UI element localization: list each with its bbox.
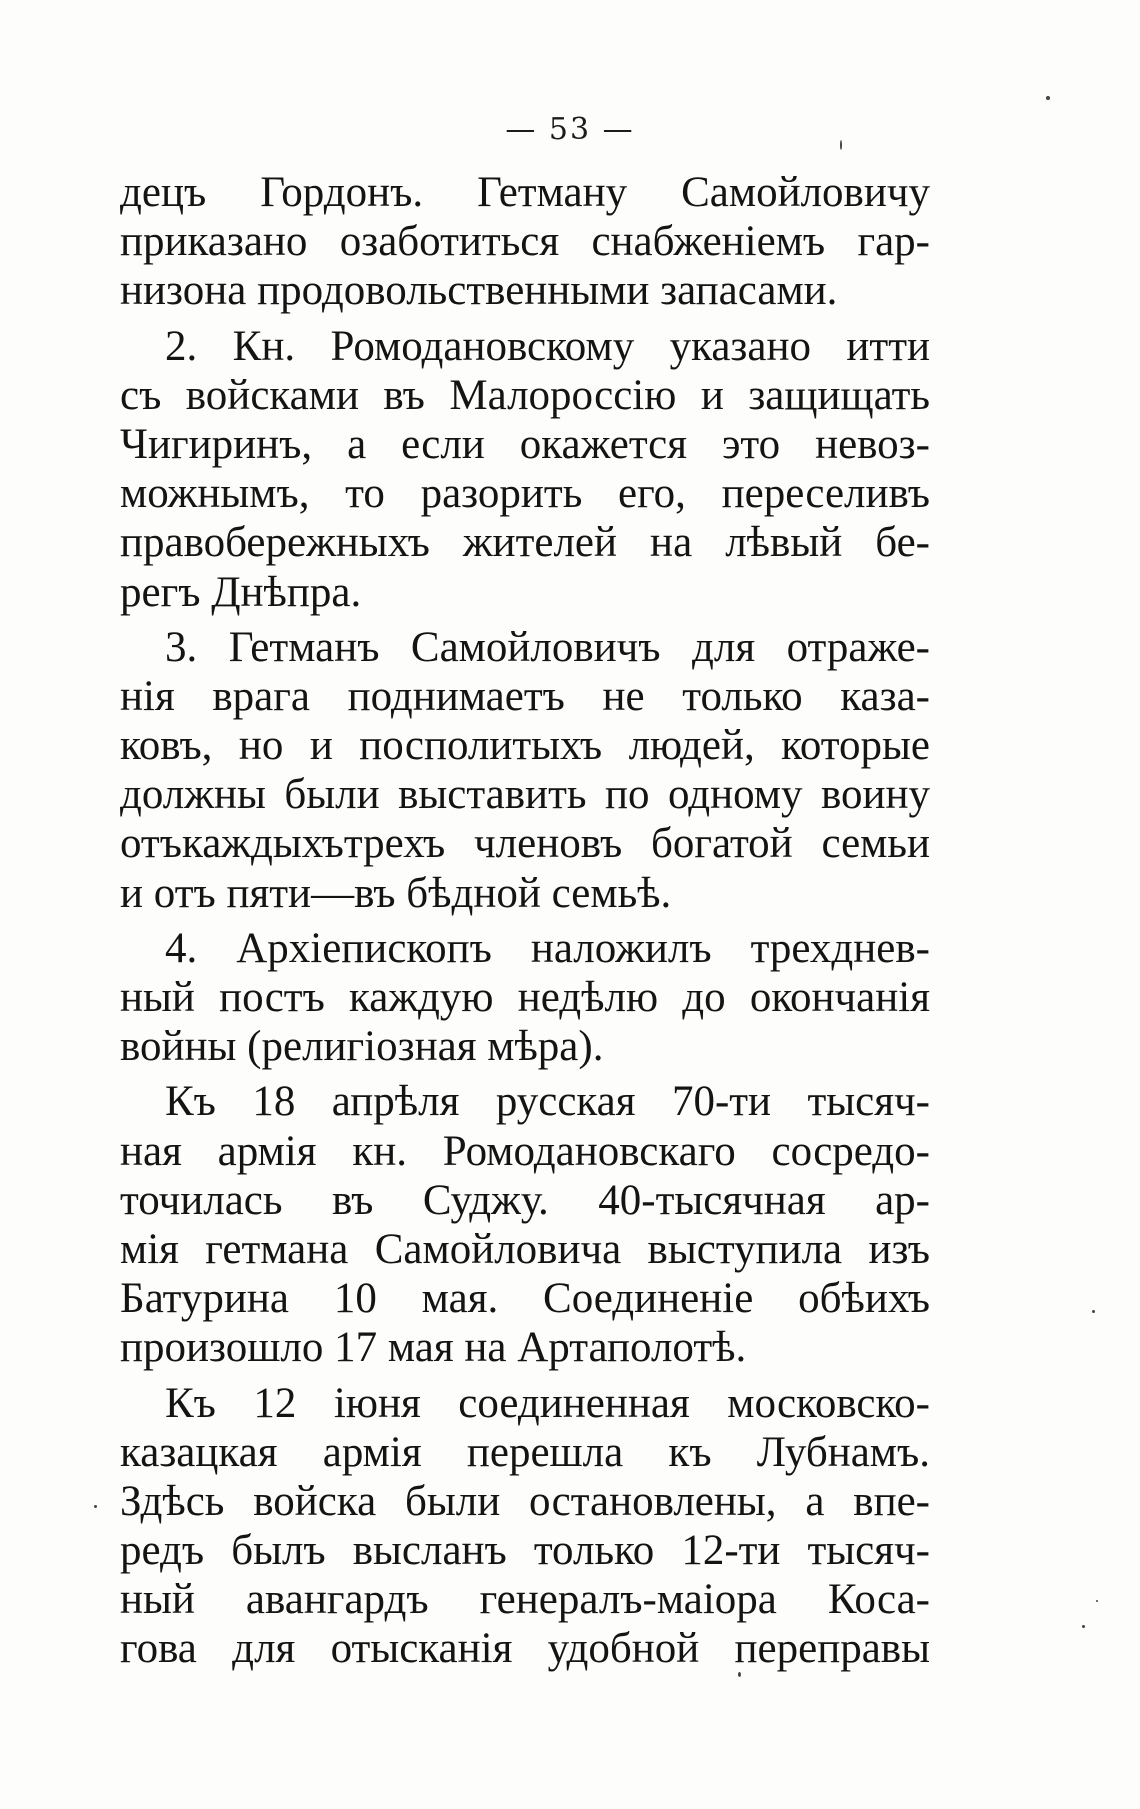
scan-speck [1046,96,1050,100]
text-line: мія гетмана Самойловича выступила изъ [120,1225,930,1273]
text-line: Батурина 10 мая. Соединеніе обѣихъ [120,1275,930,1323]
scan-speck [738,1672,741,1677]
text-line: можнымъ, то разорить его, переселивъ [120,470,930,518]
text-line: ковъ, но и посполитыхъ людей, которые [120,722,930,770]
text-line: Здѣсь войска были остановлены, а впе- [120,1477,930,1525]
scan-speck [94,1505,97,1508]
body-text [120,168,930,1674]
text-line: войны (религіозная мѣра). [120,1023,604,1071]
text-line: съ войсками въ Малороссію и защищать [120,371,930,419]
text-line: Къ 18 апрѣля русская 70-ти тысяч- [165,1078,930,1126]
text-line: нія врага поднимаетъ не только каза- [120,672,930,720]
text-line: Чигиринъ, а если окажется это невоз- [120,420,930,468]
text-line: низона продовольственными запасами. [120,267,838,315]
text-line: правобережныхъ жителей на лѣвый бе- [120,519,930,567]
text-line: ный авангардъ генералъ-маіора Коса- [120,1576,930,1624]
text-line: приказано озаботиться снабженіемъ гар- [120,218,930,266]
text-line: отъкаждыхътрехъ членовъ богатой семьи [120,820,930,868]
text-line: ный постъ каждую недѣлю до окончанія [120,974,930,1021]
text-line: Къ 12 іюня соединенная московско- [165,1379,930,1427]
page-number: — 53 — [505,112,635,147]
scan-speck [1092,1310,1095,1313]
text-line: регъ Днѣпра. [120,568,362,616]
scan-speck [1082,1625,1085,1628]
scan-speck [1096,1600,1098,1602]
text-line: 3. Гетманъ Самойловичъ для отраже- [165,623,930,671]
text-line: казацкая армія перешла къ Лубнамъ. [120,1428,930,1476]
text-line: редъ былъ высланъ только 12-ти тысяч- [120,1527,930,1575]
text-line: точилась въ Суджу. 40-тысячная ар- [120,1176,930,1224]
text-line: 2. Кн. Ромодановскому указано итти [165,322,930,370]
text-line: ная армія кн. Ромодановскаго сосредо- [120,1127,930,1175]
text-line: произошло 17 мая на Артаполотѣ. [120,1324,747,1372]
text-line: должны были выставить по одному воину [120,771,930,819]
scan-speck [840,140,842,150]
text-line: и отъ пяти—въ бѣдной семьѣ. [120,869,672,917]
text-line: 4. Архіепископъ наложилъ трехднев- [165,924,930,972]
text-line: децъ Гордонъ. Гетману Самойловичу [120,169,930,216]
text-line: гова для отысканія удобной переправы [120,1625,930,1673]
